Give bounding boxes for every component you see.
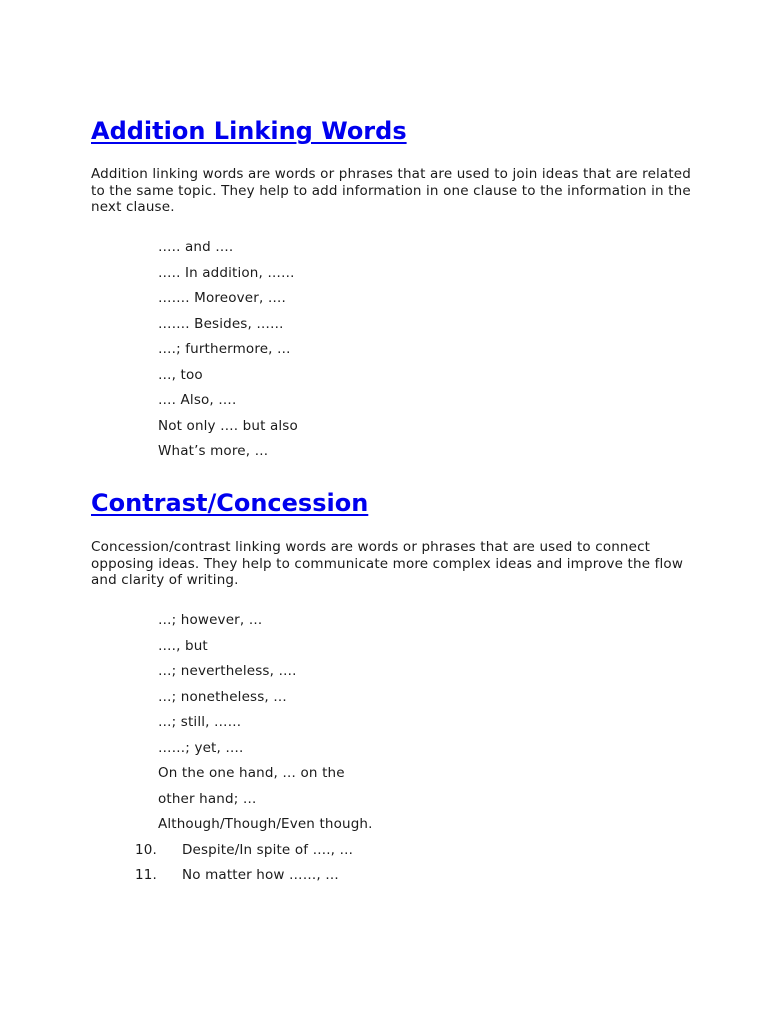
list-item-text: …; nevertheless, …. xyxy=(158,663,297,679)
section-heading-contrast-concession[interactable]: Contrast/Concession xyxy=(91,489,369,517)
list-item-text: ……. Moreover, …. xyxy=(158,290,286,306)
list-item-text: No matter how ……, … xyxy=(182,867,339,883)
list-item-text: Despite/In spite of …., … xyxy=(182,841,354,858)
list-item-text: ….; furthermore, … xyxy=(158,341,291,357)
list-item-text: …. Also, …. xyxy=(158,392,237,408)
list-item-text: On the one hand, … on the xyxy=(158,765,345,781)
list-item-text: ….. and …. xyxy=(158,239,234,255)
list-item-text: What’s more, … xyxy=(158,443,269,459)
section-intro-contrast: Concession/contrast linking words are words or phrases that are used to connect opposing ideas. They help to communicate more complex ideas and improve the flow and clarity of writing. xyxy=(91,539,684,588)
list-item-text: ……; yet, …. xyxy=(158,739,244,756)
list-item-text: Although/Though/Even though. xyxy=(158,816,373,832)
list-item-text: …; still, …… xyxy=(158,714,242,730)
section-heading-addition-linking-words[interactable]: Addition Linking Words xyxy=(91,117,407,145)
list-item-text: Not only …. but also xyxy=(158,417,298,434)
list-item-text: …; nonetheless, … xyxy=(158,688,287,705)
list-item-number: 11. xyxy=(135,867,157,883)
list-item-number: 10. xyxy=(135,841,157,858)
list-item-text: other hand; … xyxy=(158,790,257,807)
list-item-text: ….. In addition, …… xyxy=(158,264,295,281)
list-item-text: …., but xyxy=(158,637,208,654)
list-item-text: ……. Besides, …… xyxy=(158,315,284,332)
list-item-text: …; however, … xyxy=(158,612,263,628)
section-intro-addition: Addition linking words are words or phrases that are used to join ideas that are related to the same topic. They help to add information in one clause to the information in the next clause. xyxy=(91,166,691,215)
list-item-text: …, too xyxy=(158,366,203,383)
